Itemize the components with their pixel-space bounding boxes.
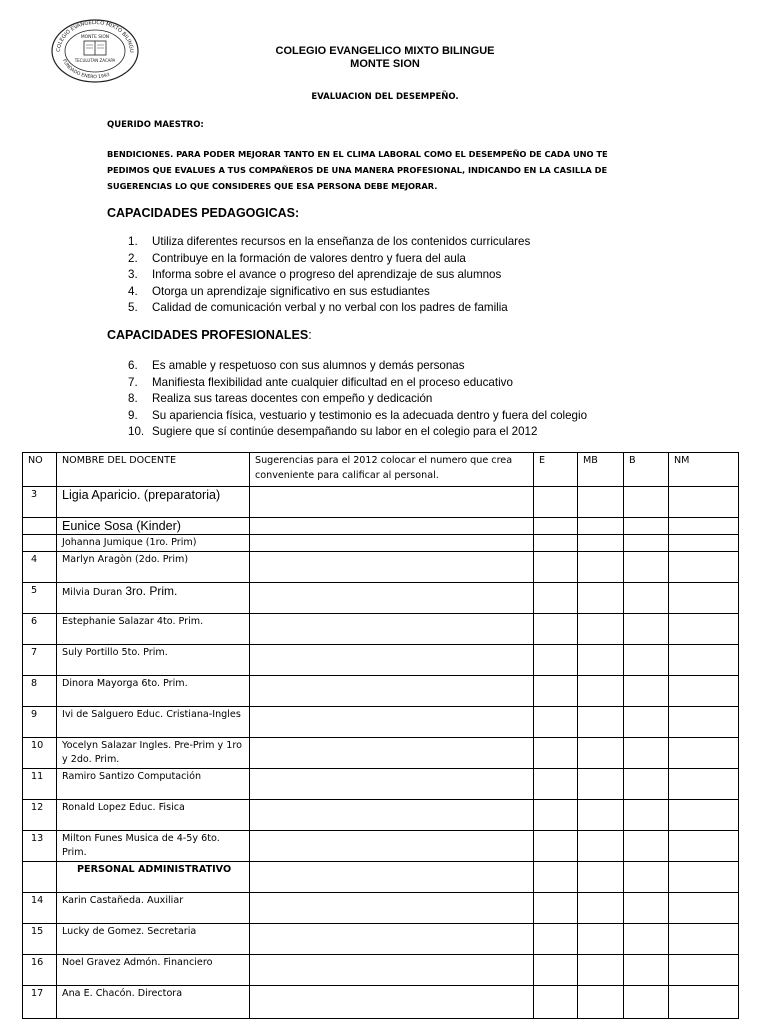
rating-cell[interactable]: [578, 923, 624, 954]
rating-cell[interactable]: [578, 551, 624, 582]
rating-cell[interactable]: [624, 954, 669, 985]
rating-cell[interactable]: [578, 985, 624, 1018]
rating-cell[interactable]: [624, 830, 669, 861]
table-row: [23, 518, 739, 535]
criteria-item: 1. Utiliza diferentes recursos en la enseñanza de los contenidos curriculares: [128, 235, 531, 248]
rating-cell[interactable]: [624, 799, 669, 830]
teacher-name: Ramiro Santizo Computación: [57, 768, 250, 799]
rating-cell[interactable]: [624, 675, 669, 706]
criteria-item: 8. Realiza sus tareas docentes con empeño y dedicación: [128, 392, 433, 406]
rating-cell[interactable]: [669, 954, 739, 985]
rating-cell[interactable]: [669, 985, 739, 1018]
section-title-pedagogicas: CAPACIDADES PEDAGOGICAS:: [107, 206, 300, 220]
rating-cell[interactable]: [624, 768, 669, 799]
rating-cell[interactable]: [534, 551, 578, 582]
rating-cell[interactable]: [669, 706, 739, 737]
rating-cell[interactable]: [578, 644, 624, 675]
teacher-name: Karin Castañeda. Auxiliar: [57, 892, 250, 923]
seal-ring-text: COLEGIO EVANGELICO MIXTO BILINGU: [55, 19, 135, 53]
teacher-name: Marlyn Aragòn (2do. Prim): [57, 551, 250, 582]
rating-cell[interactable]: [578, 830, 624, 861]
rating-cell[interactable]: [669, 923, 739, 954]
rating-cell[interactable]: [534, 706, 578, 737]
rating-cell[interactable]: [624, 706, 669, 737]
seal-inner-text: MONTE SION: [80, 35, 110, 40]
criteria-item: 2. Contribuye en la formación de valores dentro y fuera del aula: [128, 251, 466, 265]
rating-cell[interactable]: [624, 985, 669, 1018]
rating-cell[interactable]: [534, 487, 578, 518]
professional-criteria-list: [128, 358, 587, 441]
rating-cell[interactable]: [578, 799, 624, 830]
rating-cell[interactable]: [578, 518, 624, 535]
criteria-item: 10. Sugiere que sí continúe desempañando su labor en el colegio para el 2012: [128, 425, 538, 439]
suggestion-cell[interactable]: [250, 487, 534, 518]
table-row: 8 Dinora Mayorga 6to. Prim.: [23, 675, 739, 706]
table-row: 13 Milton Funes Musica de 4-5y 6to. Prim.: [23, 830, 739, 861]
rating-cell[interactable]: [534, 535, 578, 552]
rating-cell[interactable]: [578, 675, 624, 706]
rating-cell[interactable]: [669, 892, 739, 923]
teacher-name: Lucky de Gomez. Secretaria: [57, 923, 250, 954]
table-row: 11 Ramiro Santizo Computación: [23, 768, 739, 799]
rating-cell[interactable]: [534, 644, 578, 675]
school-name-line1: COLEGIO EVANGELICO MIXTO BILINGUE: [275, 45, 495, 57]
rating-cell[interactable]: [534, 892, 578, 923]
suggestion-cell[interactable]: [250, 582, 534, 613]
table-row: 3 Ligia Aparicio. (preparatoria): [23, 487, 739, 518]
intro-paragraph: [107, 146, 642, 194]
rating-cell[interactable]: [534, 675, 578, 706]
rating-cell[interactable]: [624, 535, 669, 552]
school-name-line2: MONTE SION: [350, 58, 420, 70]
table-row: 5 Milvia Duran 3ro. Prim.: [23, 582, 739, 613]
table-section-row: [23, 861, 739, 892]
teacher-name: Dinora Mayorga 6to. Prim.: [57, 675, 250, 706]
rating-cell[interactable]: [534, 799, 578, 830]
suggestion-cell[interactable]: [250, 737, 534, 768]
table-row: 9 Ivi de Salguero Educ. Cristiana-Ingles: [23, 706, 739, 737]
teacher-name: Milvia Duran 3ro. Prim.: [57, 582, 250, 613]
criteria-item: 3. Informa sobre el avance o progreso del aprendizaje de sus alumnos: [128, 268, 502, 282]
suggestion-cell[interactable]: [250, 892, 534, 923]
criteria-item: 7. Manifiesta flexibilidad ante cualquier dificultad en el proceso educativo: [128, 375, 513, 389]
rating-cell[interactable]: [624, 644, 669, 675]
header-name: NOMBRE DEL DOCENTE: [57, 453, 250, 487]
rating-cell[interactable]: [624, 487, 669, 518]
rating-cell[interactable]: [669, 799, 739, 830]
rating-cell[interactable]: [578, 582, 624, 613]
suggestion-cell[interactable]: [250, 923, 534, 954]
teacher-name: Eunice Sosa (Kinder): [57, 518, 250, 535]
seal-location-text: TECULUTAN ZACAPA: [74, 58, 116, 63]
evaluation-table: [22, 452, 739, 1019]
header-suggestions: Sugerencias para el 2012 colocar el numero que crea conveniente para calificar al personal.: [250, 453, 534, 487]
teacher-name: Johanna Jumique (1ro. Prim): [57, 535, 250, 552]
school-seal-logo: [50, 18, 140, 84]
rating-cell[interactable]: [534, 985, 578, 1018]
suggestion-cell[interactable]: [250, 675, 534, 706]
section-title-profesionales: CAPACIDADES PROFESIONALES:: [107, 328, 312, 342]
header-mb: MB: [578, 453, 624, 487]
rating-cell[interactable]: [624, 613, 669, 644]
suggestion-cell[interactable]: [250, 551, 534, 582]
rating-cell[interactable]: [534, 582, 578, 613]
table-row: 12 Ronald Lopez Educ. Fisica: [23, 799, 739, 830]
teacher-name: Milton Funes Musica de 4-5y 6to. Prim.: [57, 830, 250, 861]
pedagogical-criteria-list: [128, 234, 530, 317]
rating-cell[interactable]: [624, 737, 669, 768]
teacher-name: Suly Portillo 5to. Prim.: [57, 644, 250, 675]
evaluation-title: EVALUACION DEL DESEMPEÑO.: [311, 92, 459, 102]
rating-cell[interactable]: [669, 551, 739, 582]
rating-cell[interactable]: [624, 923, 669, 954]
suggestion-cell[interactable]: [250, 954, 534, 985]
rating-cell[interactable]: [669, 535, 739, 552]
teacher-name: Ronald Lopez Educ. Fisica: [57, 799, 250, 830]
criteria-item: 5. Calidad de comunicación verbal y no verbal con los padres de familia: [128, 301, 508, 315]
rating-cell[interactable]: [534, 923, 578, 954]
header-no: NO: [23, 453, 57, 487]
rating-cell[interactable]: [624, 518, 669, 535]
rating-cell[interactable]: [578, 613, 624, 644]
rating-cell[interactable]: [669, 487, 739, 518]
teacher-name: Estephanie Salazar 4to. Prim.: [57, 613, 250, 644]
rating-cell[interactable]: [669, 582, 739, 613]
seal-founded-text: FUNDADO ENERO 1993: [61, 58, 111, 81]
rating-cell[interactable]: [624, 892, 669, 923]
table-row: 10 Yocelyn Salazar Ingles. Pre-Prim y 1ro y 2do. Prim.: [23, 737, 739, 768]
rating-cell[interactable]: [534, 613, 578, 644]
rating-cell[interactable]: [624, 551, 669, 582]
greeting: QUERIDO MAESTRO:: [107, 120, 204, 130]
suggestion-cell[interactable]: [250, 613, 534, 644]
rating-cell[interactable]: [534, 768, 578, 799]
suggestion-cell[interactable]: [250, 768, 534, 799]
table-row: 16 Noel Gravez Admón. Financiero: [23, 954, 739, 985]
rating-cell[interactable]: [578, 535, 624, 552]
rating-cell[interactable]: [624, 582, 669, 613]
section-label-administrativo: PERSONAL ADMINISTRATIVO: [57, 861, 250, 892]
rating-cell[interactable]: [534, 954, 578, 985]
rating-cell[interactable]: [669, 613, 739, 644]
rating-cell[interactable]: [669, 737, 739, 768]
teacher-name: Ivi de Salguero Educ. Cristiana-Ingles: [57, 706, 250, 737]
rating-cell[interactable]: [534, 518, 578, 535]
criteria-item: 6. Es amable y respetuoso con sus alumnos y demás personas: [128, 359, 465, 372]
header-nm: NM: [669, 453, 739, 487]
suggestion-cell[interactable]: [250, 830, 534, 861]
rating-cell[interactable]: [534, 737, 578, 768]
suggestion-cell[interactable]: [250, 985, 534, 1018]
rating-cell[interactable]: [578, 954, 624, 985]
criteria-item: 9. Su apariencia física, vestuario y testimonio es la adecuada dentro y fuera del colegio: [128, 408, 588, 422]
rating-cell[interactable]: [669, 830, 739, 861]
intro-line: BENDICIONES. PARA PODER MEJORAR TANTO EN EL CLIMA LABORAL COMO EL DESEMPEÑO DE CADA UNO TE: [107, 149, 608, 159]
table-row: [23, 535, 739, 552]
rating-cell[interactable]: [669, 768, 739, 799]
suggestion-cell[interactable]: [250, 518, 534, 535]
table-row: 6 Estephanie Salazar 4to. Prim.: [23, 613, 739, 644]
rating-cell[interactable]: [578, 487, 624, 518]
teacher-name: Noel Gravez Admón. Financiero: [57, 954, 250, 985]
rating-cell[interactable]: [669, 644, 739, 675]
table-row: 4 Marlyn Aragòn (2do. Prim): [23, 551, 739, 582]
table-row: 7 Suly Portillo 5to. Prim.: [23, 644, 739, 675]
intro-line: SUGERENCIAS LO QUE CONSIDERES QUE ESA PERSONA DEBE MEJORAR.: [107, 181, 438, 191]
teacher-name: Ligia Aparicio. (preparatoria): [57, 487, 250, 518]
teacher-name: Ana E. Chacón. Directora: [57, 985, 250, 1018]
intro-line: PEDIMOS QUE EVALUES A TUS COMPAÑEROS DE UNA MANERA PROFESIONAL, INDICANDO EN LA CASILLA DE: [107, 165, 608, 175]
header-e: E: [534, 453, 578, 487]
rating-cell[interactable]: [578, 737, 624, 768]
suggestion-cell[interactable]: [250, 799, 534, 830]
rating-cell[interactable]: [578, 892, 624, 923]
suggestion-cell[interactable]: [250, 706, 534, 737]
suggestion-cell[interactable]: [250, 644, 534, 675]
table-row: 15 Lucky de Gomez. Secretaria: [23, 923, 739, 954]
book-icon: [84, 41, 106, 55]
table-header-row: [23, 453, 739, 487]
rating-cell[interactable]: [669, 675, 739, 706]
rating-cell[interactable]: [669, 518, 739, 535]
table-row: 14 Karin Castañeda. Auxiliar: [23, 892, 739, 923]
header-b: B: [624, 453, 669, 487]
suggestion-cell[interactable]: [250, 535, 534, 552]
rating-cell[interactable]: [578, 768, 624, 799]
teacher-name: Yocelyn Salazar Ingles. Pre-Prim y 1ro y 2do. Prim.: [57, 737, 250, 768]
rating-cell[interactable]: [534, 830, 578, 861]
table-row: 17 Ana E. Chacón. Directora: [23, 985, 739, 1018]
criteria-item: 4. Otorga un aprendizaje significativo en sus estudiantes: [128, 284, 430, 298]
rating-cell[interactable]: [578, 706, 624, 737]
